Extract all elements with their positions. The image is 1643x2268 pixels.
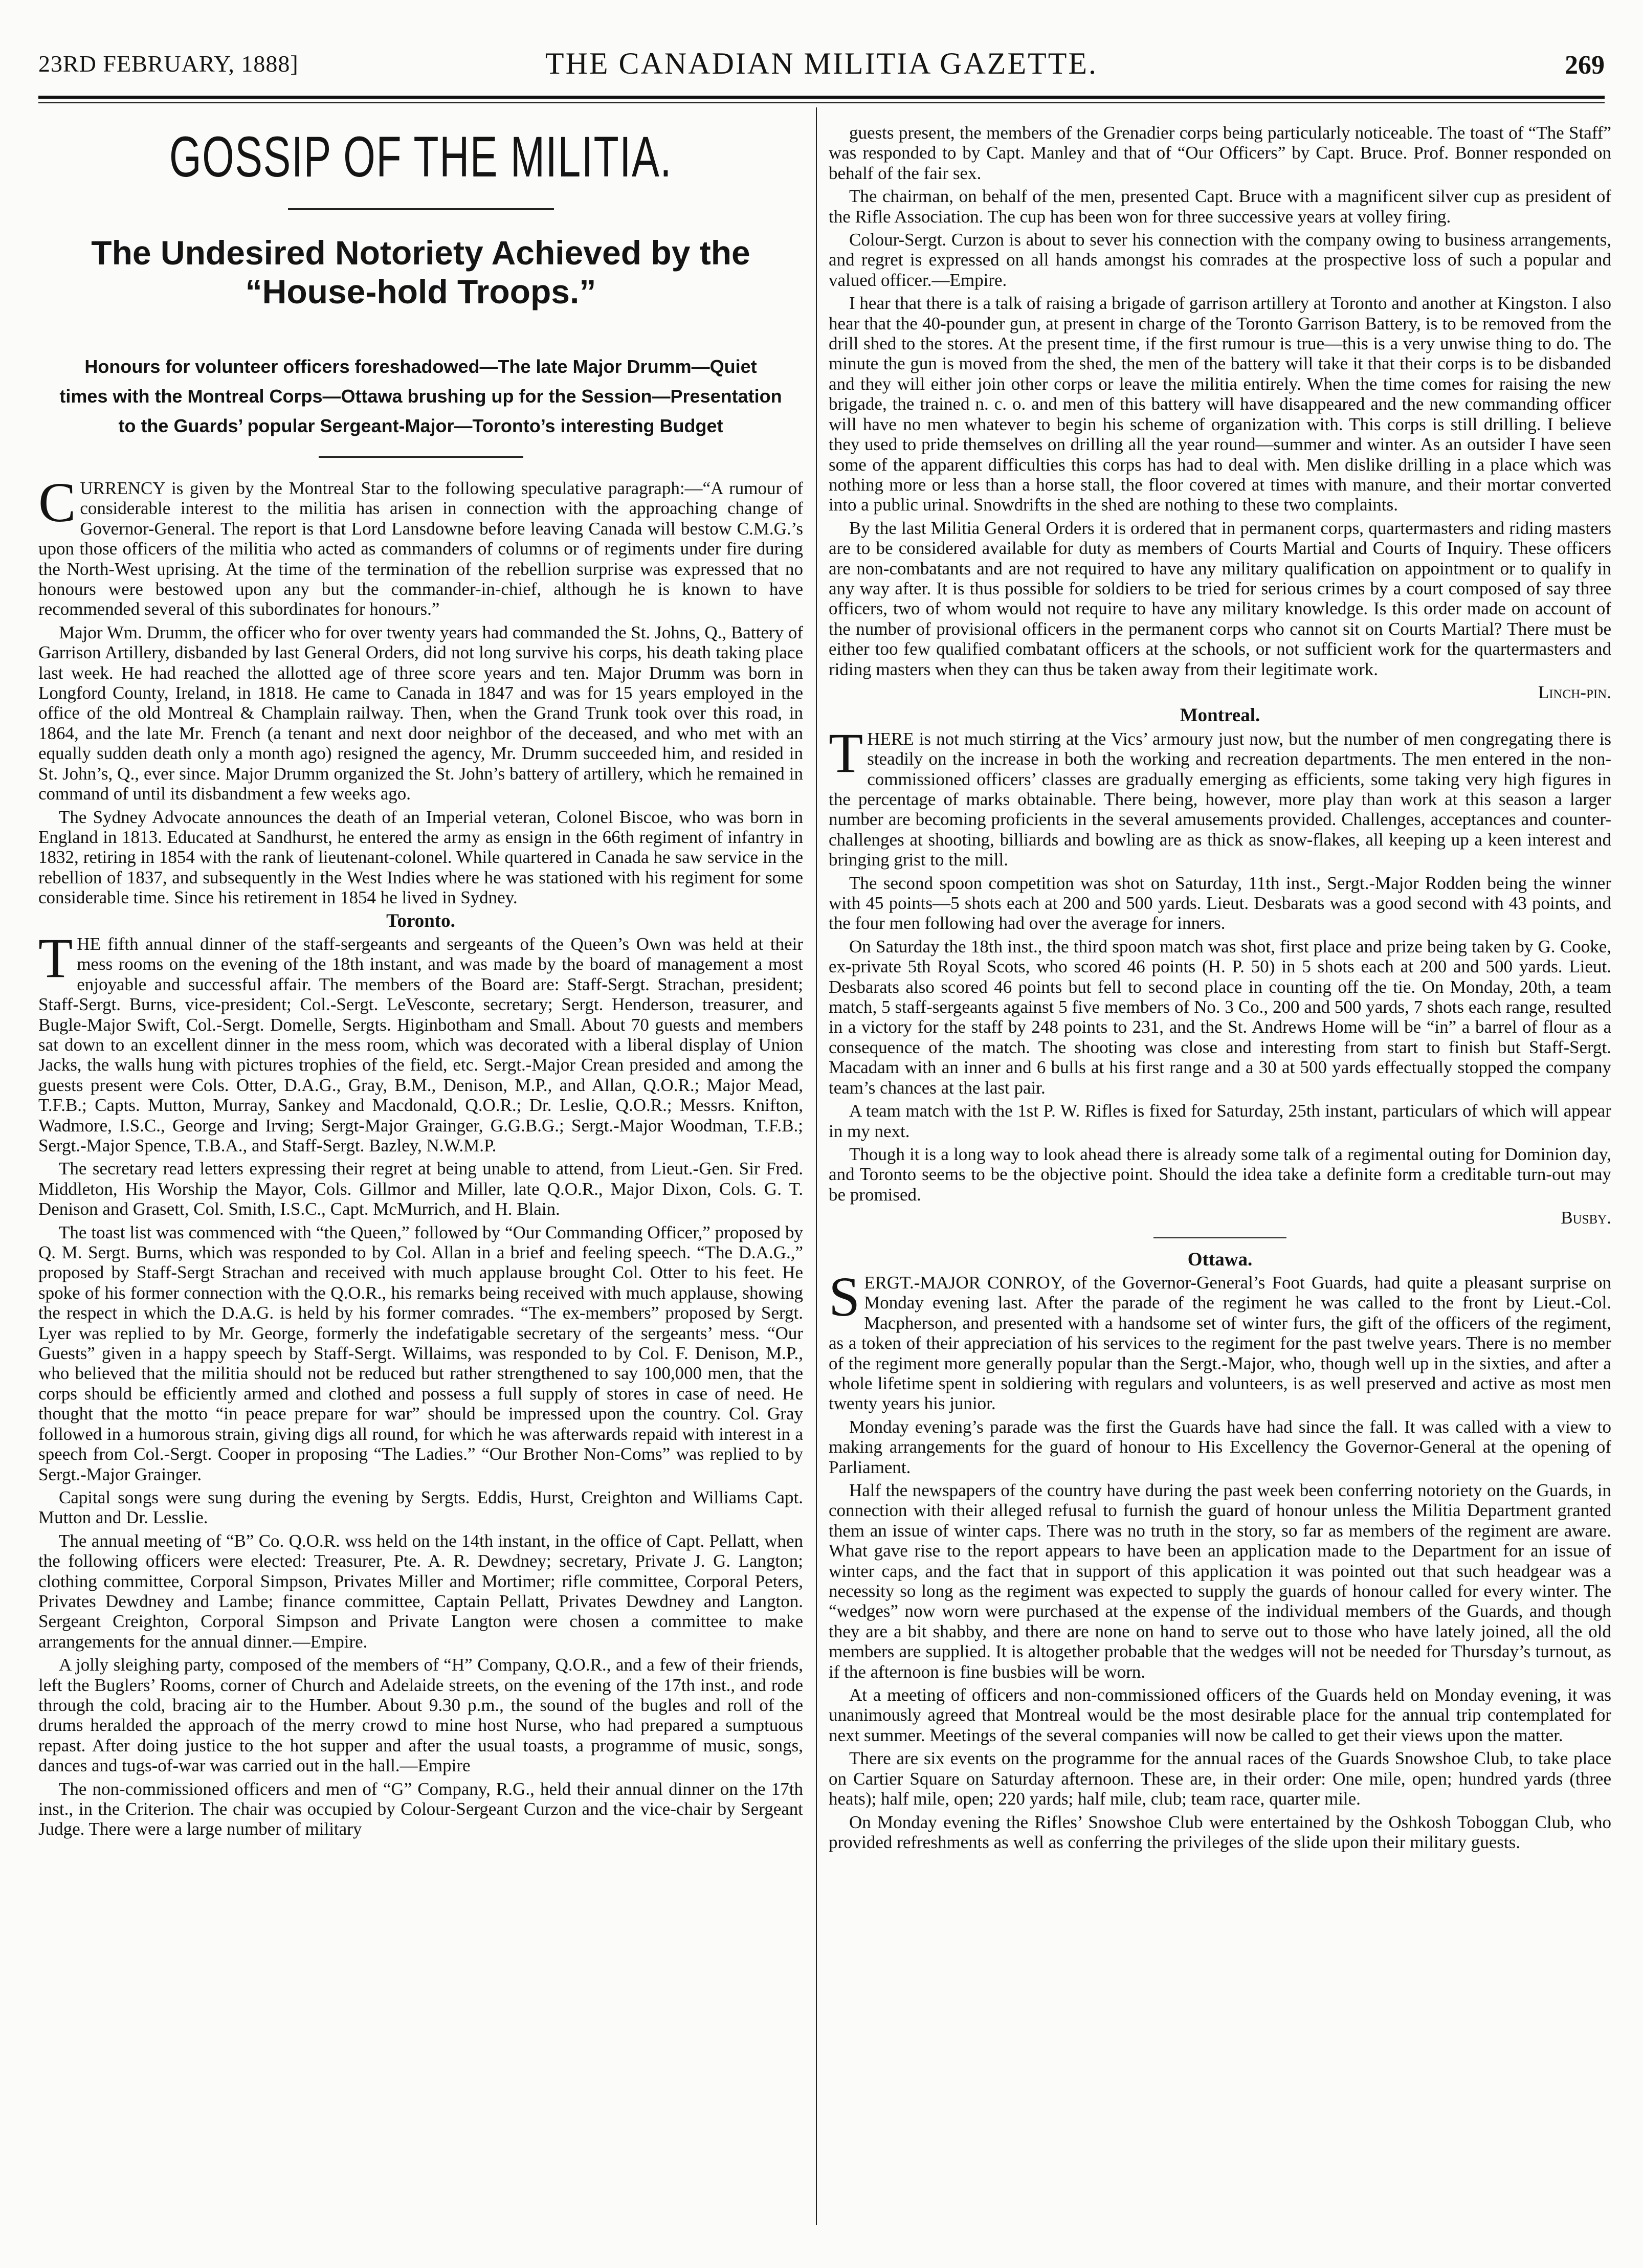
right-column	[829, 123, 1611, 1855]
paragraph-text: HERE is not much stirring at the Vics’ armoury just now, but the number of men congregating there is steadily on the increase in both the working and recreation departments. The men entered in the non-commissioned officers’ classes are gradually emerging as efficients, some taking very high figures in the percentage of marks obtainable. There being, however, more play than work at this season a larger number are becoming proficients in the several amusements provided. Challenges, acceptances and counter-challenges at shooting, billiards and bowling are as thick as snow-flakes, all keeping up a keen interest and bringing grist to the mill.	[829, 728, 1611, 870]
paragraph-text: HE fifth annual dinner of the staff-sergeants and sergeants of the Queen’s Own was held at their mess rooms on the evening of the 18th instant, and was made by the board of management a most enjoyable and successful affair. The members of the Board are: Staff-Sergt. Strachan, president; Staff-Sergt. Burns, vice-president; Col.-Sergt. LeVesconte, secretary; Sergt. Henderson, treasurer, and Bugle-Major Swift, Col.-Sergt. Domelle, Sergts. Higinbotham and Small. About 70 guests and members sat down to an excellent dinner in the mess room, which was decorated with a liberal display of Union Jacks, the walls hung with pictures trophies of the field, etc. Sergt.-Major Crean presided and among the guests present were Cols. Otter, D.A.G., Gray, B.M., Denison, M.P., and Allan, Q.O.R.; Major Mead, T.F.B.; Capts. Mutton, Murray, Sankey and Macdonald, Q.O.R.; Dr. Leslie, Q.O.R.; Messrs. Knifton, Wadmore, I.S.C., George and Irving; Sergt-Major Grainger, G.G.B.G.; Sergt.-Major Woodman, T.F.B.; Sergt.-Major Spence, T.B.A., and Staff-Sergt. Bazley, N.W.M.P.	[38, 933, 803, 1155]
article-deck: Honours for volunteer officers foreshadowed—The late Major Drumm—Quiet times with the Montreal Corps—Ottawa brushing up for the Session—Presentation to the Guards’ popular Sergeant-Major—Toronto’s interesting Budget	[59, 356, 782, 436]
drop-cap: T	[38, 926, 73, 989]
paragraph	[38, 926, 803, 1155]
paragraph-text: URRENCY is given by the Montreal Star to the following speculative paragraph:—“A rumour of considerable interest to the militia has arisen in connection with the approaching change of Governor-General. The report is that Lord Lansdowne before leaving Canada will bestow C.M.G.’s upon those officers of the militia who acted as commanders of columns or of regiments under fire during the North-West uprising. At the time of the termination of the rebellion surprise was expressed that no honours were bestowed upon any but the commander-in-chief, although he is known to have recommended several of this subordinates for honours.”	[38, 478, 803, 619]
signature: Busby.	[1561, 1208, 1611, 1228]
paragraph	[829, 1265, 1611, 1414]
paragraph: On Saturday the 18th inst., the third spoon match was shot, first place and prize being taken by G. Cooke, ex-private 5th Royal Scots, who scored 46 points (H. P. 50) in 5 shots each at 200 and 500 yards. Lieut. Desbarats also scored 46 points but fell to second place in counting off the tie. On Monday, 20th, a team match, 5 staff-sergeants against 5 five members of No. 3 Co., 200 and 500 yards, 7 shots each range, resulted in a victory for the staff by 248 points to 231, and the St. Andrews Home will be “in” a barrel of flour as a consequence of the match. The shooting was close and interesting from start to finish but Staff-Sergt. Macadam with an inner and 6 bulls at his first range and a 30 at 500 yards effectually stopped the company team’s chances at the last pair.	[829, 936, 1611, 1098]
paragraph: Monday evening’s parade was the first the Guards have had since the fall. It was called with a view to making arrangements for the guard of honour to His Excellency the Governor-General at the opening of Parliament.	[829, 1416, 1611, 1477]
paragraph: On Monday evening the Rifles’ Snowshoe Club were entertained by the Oshkosh Toboggan Club, who provided refreshments as well as conferring the privileges of the slide upon their military guests.	[829, 1812, 1611, 1852]
paragraph: The non-commissioned officers and men of “G” Company, R.G., held their annual dinner on the 17th inst., in the Criterion. The chair was occupied by Colour-Sergeant Curzon and the vice-chair by Sergeant Judge. There were a large number of military	[38, 1778, 803, 1839]
page-number: 269	[1565, 51, 1605, 80]
paragraph: There are six events on the programme for the annual races of the Guards Snowshoe Club, to take place on Cartier Square on Saturday afternoon. These are, in their order: One mile, open; hundred yards (three heats); half mile, open; 220 yards; half mile, club; team race, quarter mile.	[829, 1748, 1611, 1809]
paragraph: The second spoon competition was shot on Saturday, 11th inst., Sergt.-Major Rodden being the winner with 45 points—5 shots each at 200 and 500 yards. Lieut. Desbarats was a good second with 43 points, and the four men following had over the average for inners.	[829, 873, 1611, 933]
paragraph: A jolly sleighing party, composed of the members of “H” Company, Q.O.R., and a few of their friends, left the Buglers’ Rooms, corner of Church and Adelaide streets, on the evening of the 17th inst., and rode through the cold, bracing air to the Humber. About 9.30 p.m., the sound of the bugles and roll of the drums heralded the approach of the merry crowd to mine host Nurse, who had prepared a sumptuous repast. After doing justice to the hot supper and after the usual toasts, a programme of music, songs, dances and tugs-of-war was carried out in the hall.—Empire	[38, 1655, 803, 1776]
paragraph	[829, 721, 1611, 870]
publication-title: THE CANADIAN MILITIA GAZETTE.	[545, 47, 1098, 80]
paragraph: The toast list was commenced with “the Queen,” followed by “Our Commanding Officer,” proposed by Q. M. Sergt. Burns, which was responded to by Col. Allan in a brief and feeling speech. “The D.A.G.,” proposed by Staff-Sergt Strachan and received with much applause brought Col. Otter to his feet. He spoke of his former connection with the Q.O.R., his remarks being received with much applause, showing the respect in which the D.A.G. is held by his former comrades. “The ex-members” proposed by Sergt. Lyer was replied to by Mr. George, formerly the indefatigable secretary of the sergeants’ mess. “Our Guests” given in a happy speech by Staff-Sergt. Willaims, was responded to by Col. F. Denison, M.P., who believed that the militia should not be reduced but rather strengthened to say 100,000 men, that the corps should be efficiently armed and clothed and possess a full supply of stores in case of need. He thought that the motto “in peace prepare for war” should be impressed upon the country. Col. Gray followed in a humorous strain, giving digs all round, for which he was afterwards repaid with interest in a speech from Col.-Sergt. Cooper in proposing “The Ladies.” “Our Brother Non-Coms” was replied to by Sergt.-Major Grainger.	[38, 1222, 803, 1484]
paragraph: guests present, the members of the Grenadier corps being particularly noticeable. The toast of “The Staff” was responded to by Capt. Manley and that of “Our Officers” by Capt. Bruce. Prof. Bonner responded on behalf of the fair sex.	[829, 123, 1611, 183]
paragraph: By the last Militia General Orders it is ordered that in permanent corps, quartermasters and riding masters are to be considered available for duty as members of Courts Martial and Courts of Inquiry. These officers are non-combatants and are not required to have any military qualification on appointment or to qualify in any way after. It is thus possible for soldiers to be tried for serious crimes by a court composed of say three officers, two of whom would not require to have any military knowledge. Is this order made on account of the number of provisional officers in the permanent corps who cannot sit on Courts Martial? There must be either too few qualified combatant officers at the schools, or not sufficient work for the quartermasters and riding masters when they can thus be taken away from their legitimate work.	[829, 518, 1611, 679]
section-title: GOSSIP OF THE MILITIA.	[169, 125, 673, 189]
paragraph: Major Wm. Drumm, the officer who for over twenty years had commanded the St. Johns, Q., Battery of Garrison Artillery, disbanded by last General Orders, did not long survive his corps, his death taking place last week. He had reached the allotted age of three score years and ten. Major Drumm was born in Longford County, Ireland, in 1818. He came to Canada in 1847 and was for 15 years employed in the office of the old Montreal & Champlain railway. Then, when the Grand Trunk took over this road, in 1864, and the late Mr. French (a tenant and next door neighbor of the deceased, and who met with an equally sudden death only a month ago) resigned the agency, Mr. Drumm succeeded him, and resided in St. John’s, Q., ever since. Major Drumm organized the St. John’s battery of artillery, which he remained in command of until its disbandment a few weeks ago.	[38, 622, 803, 804]
subhead-toronto: Toronto.	[386, 910, 455, 931]
paragraph: Though it is a long way to look ahead there is already some talk of a regimental outing for Dominion day, and Toronto seems to be the objective point. Should the idea take a definite form a creditable turn-out may be promised.	[829, 1144, 1611, 1205]
column-divider	[816, 107, 817, 2225]
subhead-ottawa: Ottawa.	[1187, 1249, 1253, 1270]
paragraph: The chairman, on behalf of the men, presented Capt. Bruce with a magnificent silver cup as president of the Rifle Association. The cup has been won for three successive years at volley firing.	[829, 186, 1611, 227]
paragraph: Colour-Sergt. Curzon is about to sever his connection with the company owing to business arrangements, and regret is expressed on all hands amongst his comrades at the prospective loss of such a popular and valued officer.—Empire.	[829, 230, 1611, 290]
running-header	[38, 41, 1605, 92]
header-rule-thin	[38, 102, 1605, 103]
deck-rule	[319, 456, 523, 458]
paragraph: The Sydney Advocate announces the death of an Imperial veteran, Colonel Biscoe, who was born in England in 1813. Educated at Sandhurst, he entered the army as ensign in the 66th regiment of infantry in 1832, retiring in 1854 with the rank of lieutenant-colonel. While quartered in Canada he saw service in the rebellion of 1837, and subsequently in the West Indies where he was stationed with his regiment for some considerable time. Since his retirement in 1854 he lived in Sydney.	[38, 807, 803, 908]
paragraph: A team match with the 1st P. W. Rifles is fixed for Saturday, 25th instant, particulars of which will appear in my next.	[829, 1101, 1611, 1141]
section-rule	[1153, 1237, 1286, 1238]
drop-cap: C	[38, 471, 76, 533]
issue-date: 23RD FEBRUARY, 1888]	[38, 51, 299, 77]
paragraph: Half the newspapers of the country have during the past week been conferring notoriety on the Guards, in connection with their alleged refusal to furnish the guard of honour unless the Militia Department granted them an issue of winter caps. There was no truth in the story, so far as members of the regiment are aware. What gave rise to the report appears to have been an application made to the Department for an issue of winter caps, and the fact that in support of this application it was pointed out that such headgear was a necessity so long as the regiment was expected to supply the guards of honour called for every winter. The “wedges” now worn were purchased at the expense of the individual members of the Guards, and though they are a bit shabby, and there are none on hand to serve out to those who have lately joined, all the old members are supplied. It is altogether probable that the wedges will not be needed for Thursday’s turnout, as if the afternoon is fine busbies will be worn.	[829, 1480, 1611, 1682]
paragraph: Capital songs were sung during the evening by Sergts. Eddis, Hurst, Creighton and Williams Capt. Mutton and Dr. Lesslie.	[38, 1487, 803, 1528]
header-rule-thick	[38, 96, 1605, 99]
paragraph: At a meeting of officers and non-commissioned officers of the Guards held on Monday evening, it was unanimously agreed that Montreal would be the most desirable place for the annual trip contemplated for next summer. Meetings of the several companies will now be called to get their views upon the matter.	[829, 1685, 1611, 1745]
paragraph: The annual meeting of “B” Co. Q.O.R. wss held on the 14th instant, in the office of Capt. Pellatt, when the following officers were elected: Treasurer, Pte. A. R. Dewdney; secretary, Private J. G. Langton; clothing committee, Corporal Simpson, Privates Miller and Mortimer; rifle committee, Corporal Peters, Privates Dewdney and Lambe; finance committee, Captain Pellatt, Privates Dewdney and Langton. Sergeant Creighton, Corporal Simpson and Private Langton were chosen a committee to make arrangements for the annual dinner.—Empire.	[38, 1530, 803, 1652]
paragraph: The secretary read letters expressing their regret at being unable to attend, from Lieut.-Gen. Sir Fred. Middleton, His Worship the Mayor, Cols. Gillmor and Miller, late Q.O.R., Major Dixon, Cols. G. T. Denison and Grasett, Col. Smith, I.S.C., Capt. McMurrich, and H. Blain.	[38, 1159, 803, 1219]
title-rule	[288, 208, 554, 210]
signature: Linch-pin.	[1538, 682, 1611, 702]
paragraph	[38, 471, 803, 619]
article-headline: The Undesired Notoriety Achieved by the “House-hold Troops.”	[91, 234, 750, 310]
drop-cap: S	[829, 1265, 860, 1328]
paragraph: I hear that there is a talk of raising a brigade of garrison artillery at Toronto and another at Kingston. I also hear that the 40-pounder gun, at present in charge of the Toronto Garrison Battery, is to be removed from the drill shed to the stores. At the present time, if the first rumour is true—this is a very unwise thing to do. The minute the gun is moved from the shed, the men of the battery will take it that their corps is to be disbanded and they will either join other corps or leave the militia entirely. When the time comes for raising the new brigade, the trained n. c. o. and men of this battery will have disappeared and the new commanding officer will have no men whatever to begin his scheme of organization with. This corps is still drilling. I believe they used to pride themselves on drilling all the year round—summer and winter. As an outsider I have seen some of the apparent difficulties this corps has had to deal with. Men dislike drilling in a place which was nothing more or less than a horse stall, the floor covered at times with manure, and their mortar converted into a public urinal. Snowdrifts in the shed are nothing to these two complaints.	[829, 293, 1611, 515]
left-column	[38, 110, 803, 1842]
subhead-montreal: Montreal.	[1180, 705, 1260, 726]
drop-cap: T	[829, 721, 863, 784]
paragraph-text: ERGT.-MAJOR CONROY, of the Governor-General’s Foot Guards, had quite a pleasant surprise on Monday evening last. After the parade of the regiment he was called to the front by Lieut.-Col. Macpherson, and presented with a handsome set of winter furs, the gift of the officers of the regiment, as a token of their appreciation of his services to the regiment for the past twelve years. There is no member of the regiment more generally popular than the Sergt.-Major, who, though well up in the sixties, and after a whole lifetime spent in soldiering with regulars and volunteers, is as well preserved and active as most men twenty years his junior.	[829, 1272, 1611, 1414]
